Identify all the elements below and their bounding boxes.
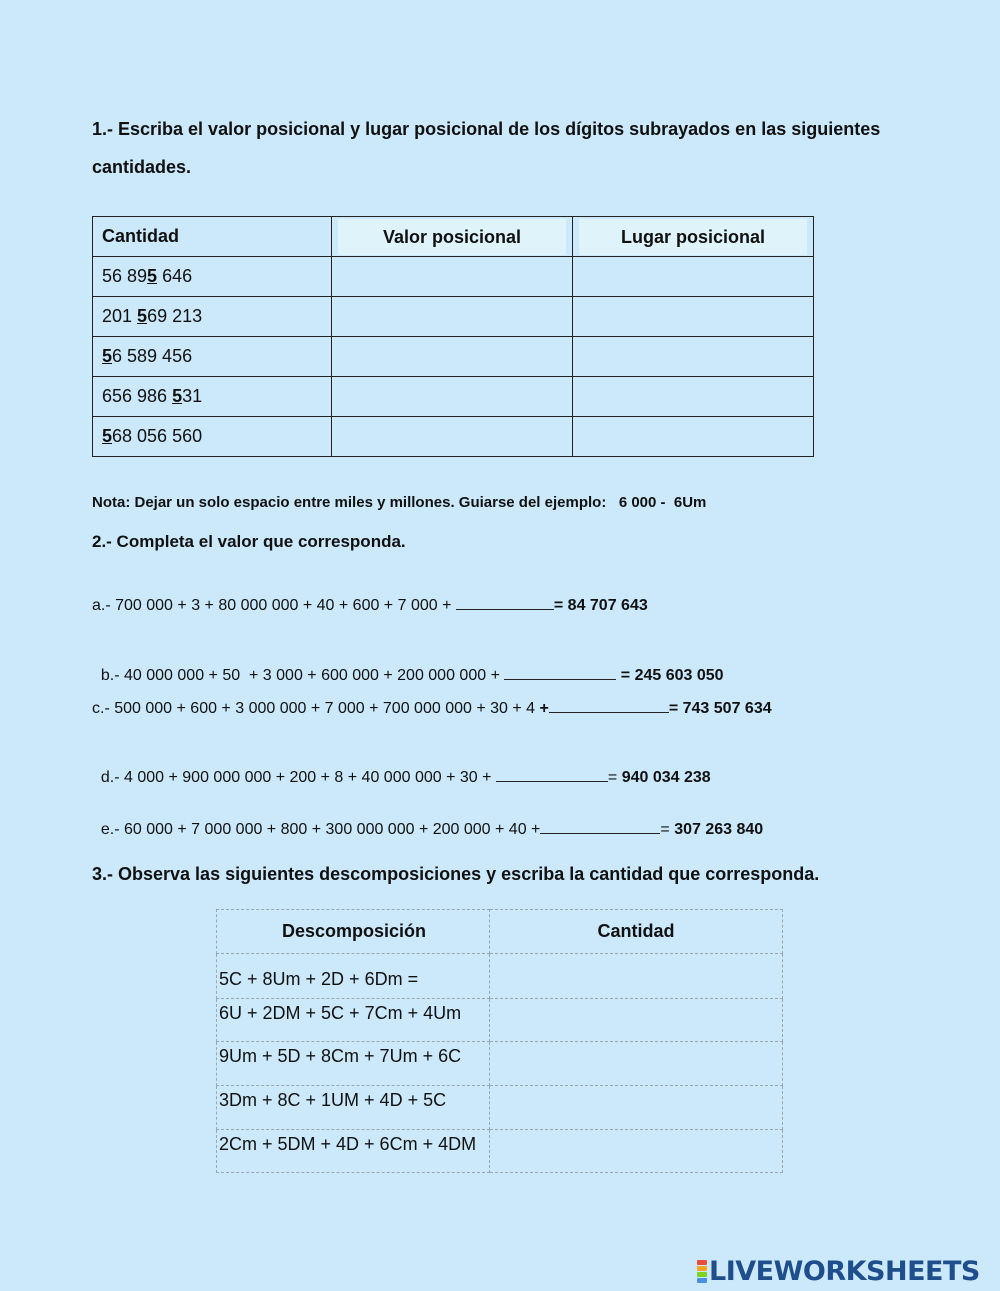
q3-header-cantidad: Cantidad — [490, 910, 783, 954]
q1-table — [92, 216, 814, 457]
table-row — [217, 999, 783, 1042]
number-part: 646 — [157, 266, 193, 286]
q3-cantidad-answer-cell[interactable] — [490, 1130, 783, 1173]
q1-lugar-answer-cell[interactable] — [573, 337, 814, 377]
answer-blank[interactable] — [504, 665, 616, 680]
number-part: 69 213 — [147, 306, 203, 326]
q3-descomposicion-cell: 6U + 2DM + 5C + 7Cm + 4Um — [217, 999, 490, 1042]
table-row — [93, 337, 814, 377]
q3-header-descomposicion: Descomposición — [217, 910, 490, 954]
q2-item-e — [92, 801, 763, 839]
q2-item-d — [92, 749, 711, 787]
table-row — [93, 417, 814, 457]
table-row — [217, 1086, 783, 1130]
q1-header-lugar-label: Lugar posicional — [579, 219, 807, 255]
q1-lugar-answer-cell[interactable] — [573, 377, 814, 417]
underlined-digit: 5 — [102, 346, 113, 366]
q1-cantidad-cell — [93, 257, 332, 297]
q2-item-b — [92, 647, 724, 685]
q1-valor-answer-cell[interactable] — [332, 257, 573, 297]
q1-cantidad-cell — [93, 417, 332, 457]
q1-valor-answer-cell[interactable] — [332, 417, 573, 457]
q1-header-valor — [332, 217, 573, 257]
table-row — [217, 954, 783, 999]
q3-cantidad-answer-cell[interactable] — [490, 1042, 783, 1086]
q1-title-line1: 1.- Escriba el valor posicional y lugar posicional de los dígitos subrayados en las siguientes — [92, 119, 881, 139]
number-part: 68 056 560 — [112, 426, 203, 446]
underlined-digit: 5 — [102, 426, 113, 446]
answer-blank[interactable] — [540, 819, 660, 834]
q3-table — [216, 909, 783, 1173]
q3-header-row — [217, 910, 783, 954]
result: = 84 707 643 — [553, 597, 648, 614]
table-row — [217, 1130, 783, 1173]
answer-blank[interactable] — [456, 595, 554, 610]
q3-title: 3.- Observa las siguientes descomposiciones y escriba la cantidad que corresponda. — [92, 864, 820, 884]
table-row — [93, 257, 814, 297]
q3-descomposicion-cell: 9Um + 5D + 8Cm + 7Um + 6C — [217, 1042, 490, 1086]
q1-cantidad-cell — [93, 297, 332, 337]
q3-cantidad-answer-cell[interactable] — [490, 954, 783, 999]
result: = 245 603 050 — [616, 667, 724, 684]
q1-valor-answer-cell[interactable] — [332, 377, 573, 417]
nota-text: Nota: Dejar un solo espacio entre miles y millones. Guiarse del ejemplo: 6 000 - 6Um — [92, 494, 707, 511]
underlined-digit: 5 — [147, 266, 158, 286]
liveworksheets-logo — [697, 1256, 980, 1287]
q1-valor-answer-cell[interactable] — [332, 337, 573, 377]
q1-header-cantidad: Cantidad — [93, 217, 332, 257]
q3-cantidad-answer-cell[interactable] — [490, 1086, 783, 1130]
result: = 743 507 634 — [668, 700, 772, 717]
logo-text: LIVEWORKSHEETS — [709, 1256, 980, 1287]
q3-cantidad-answer-cell[interactable] — [490, 999, 783, 1042]
q2-item-c — [92, 698, 772, 718]
q1-lugar-answer-cell[interactable] — [573, 257, 814, 297]
equals-sign: = — [660, 821, 675, 838]
result: 307 263 840 — [674, 821, 764, 838]
number-part: 201 — [102, 306, 138, 326]
plus-sign: + — [539, 700, 549, 717]
q3-descomposicion-cell: 2Cm + 5DM + 4D + 6Cm + 4DM — [217, 1130, 490, 1173]
expression: c.- 500 000 + 600 + 3 000 000 + 7 000 + 700 000 000 + 30 + 4 — [92, 700, 540, 717]
number-part: 31 — [182, 386, 203, 406]
result: 940 034 238 — [621, 769, 711, 786]
q1-lugar-answer-cell[interactable] — [573, 297, 814, 337]
q1-title-line2: cantidades. — [92, 157, 192, 177]
underlined-digit: 5 — [172, 386, 183, 406]
q1-header-row — [93, 217, 814, 257]
underlined-digit: 5 — [137, 306, 148, 326]
answer-blank[interactable] — [549, 698, 669, 713]
q1-cantidad-cell — [93, 377, 332, 417]
q1-valor-answer-cell[interactable] — [332, 297, 573, 337]
live-blocks-icon — [697, 1260, 707, 1283]
table-row — [93, 297, 814, 337]
q2-title: 2.- Completa el valor que corresponda. — [92, 532, 406, 551]
q3-descomposicion-cell: 3Dm + 8C + 1UM + 4D + 5C — [217, 1086, 490, 1130]
q1-cantidad-cell — [93, 337, 332, 377]
q1-lugar-answer-cell[interactable] — [573, 417, 814, 457]
equals-sign: = — [607, 769, 622, 786]
expression: a.- 700 000 + 3 + 80 000 000 + 40 + 600 + 7 000 + — [92, 597, 456, 614]
number-part: 656 986 — [102, 386, 173, 406]
expression: e.- 60 000 + 7 000 000 + 800 + 300 000 000 + 200 000 + 40 + — [100, 821, 541, 838]
number-part: 56 89 — [102, 266, 148, 286]
q1-header-lugar — [573, 217, 814, 257]
expression: b.- 40 000 000 + 50 + 3 000 + 600 000 + 200 000 000 + — [100, 667, 505, 684]
q3-descomposicion-cell: 5C + 8Um + 2D + 6Dm = — [217, 954, 490, 999]
table-row — [93, 377, 814, 417]
expression: d.- 4 000 + 900 000 000 + 200 + 8 + 40 000 000 + 30 + — [100, 769, 496, 786]
answer-blank[interactable] — [496, 767, 608, 782]
number-part: 6 589 456 — [112, 346, 193, 366]
q1-header-valor-label: Valor posicional — [338, 219, 566, 255]
q1-title — [92, 110, 880, 186]
table-row — [217, 1042, 783, 1086]
q2-item-a — [92, 595, 648, 615]
